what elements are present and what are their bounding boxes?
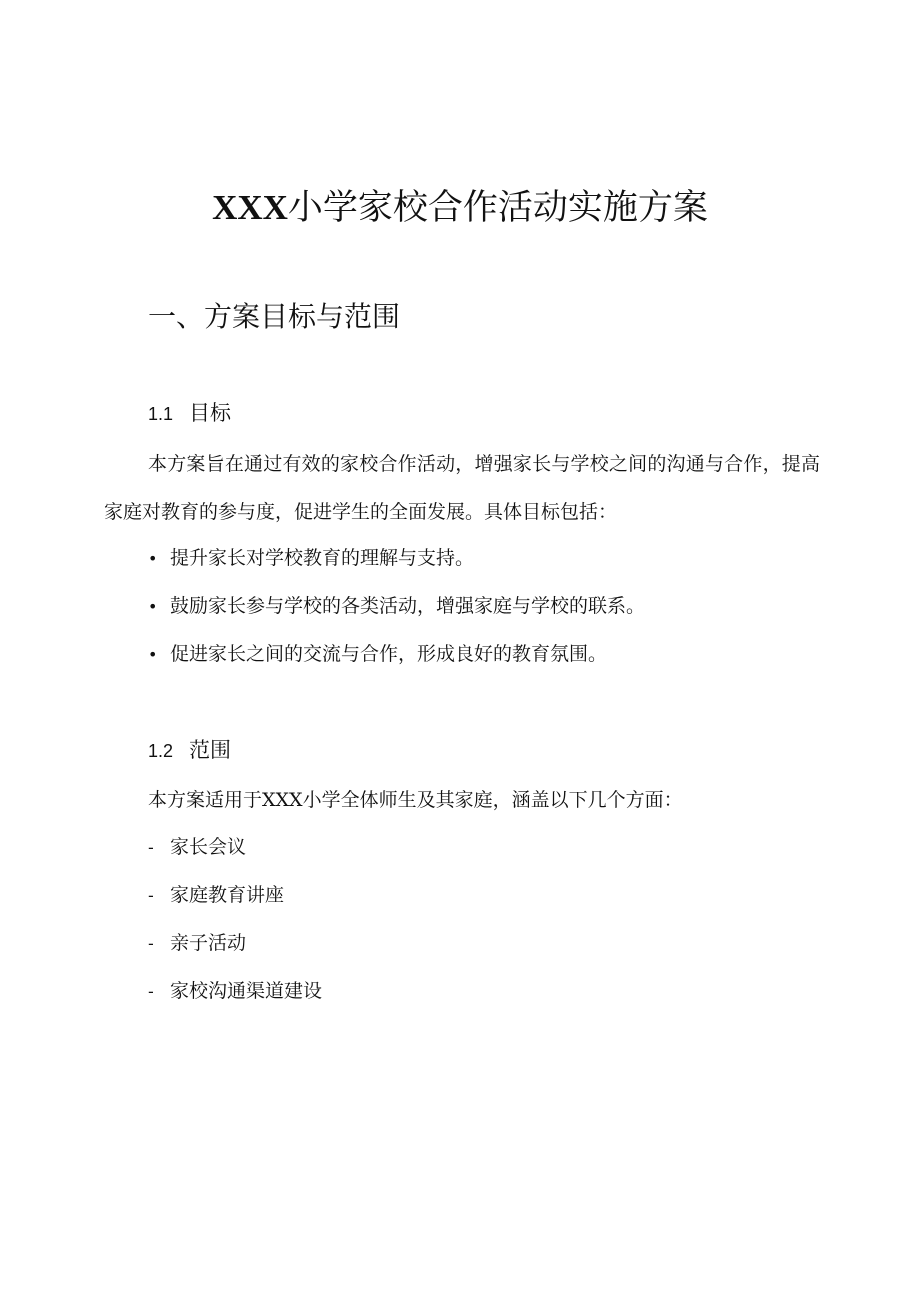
title-latin-part: XXX (212, 188, 288, 227)
subheading-scope (148, 734, 231, 767)
bullet-text: 提升家长对学校教育的理解与支持。 (170, 547, 475, 569)
bullet-marker: • (148, 645, 158, 664)
subheading-goal-title: 目标 (189, 401, 232, 425)
list-item (148, 823, 322, 871)
subheading-goal-number: 1.1 (148, 404, 174, 424)
bullet-marker: • (148, 549, 158, 568)
dash-item-text: 家校沟通渠道建设 (170, 980, 323, 1002)
goal-bullet-list (148, 534, 645, 678)
list-item (148, 534, 645, 582)
subheading-goal (148, 397, 231, 430)
list-item (148, 967, 322, 1015)
list-item (148, 630, 645, 678)
section-heading-goals-scope: 一、方案目标与范围 (148, 300, 401, 333)
dash-item-text: 家长会议 (170, 836, 247, 858)
title-chinese-part: 小学家校合作活动实施方案 (287, 188, 708, 228)
scope-paragraph: 本方案适用于XXX小学全体师生及其家庭，涵盖以下几个方面： (148, 789, 683, 811)
bullet-text: 鼓励家长参与学校的各类活动，增强家庭与学校的联系。 (170, 595, 646, 617)
dash-marker: - (148, 934, 154, 953)
dash-marker: - (148, 982, 154, 1001)
dash-item-text: 亲子活动 (170, 932, 247, 954)
scope-dash-list (148, 823, 322, 1015)
goal-paragraph: 本方案旨在通过有效的家校合作活动，增强家长与学校之间的沟通与合作，提高家庭对教育的参与度，促进学生的全面发展。具体目标包括： (104, 453, 820, 523)
dash-marker: - (148, 886, 154, 905)
dash-item-text: 家庭教育讲座 (170, 884, 285, 906)
dash-marker: - (148, 838, 154, 857)
document-title (0, 183, 920, 233)
list-item (148, 919, 322, 967)
list-item (148, 871, 322, 919)
list-item (148, 582, 645, 630)
subheading-scope-title: 范围 (189, 738, 232, 762)
bullet-text: 促进家长之间的交流与合作，形成良好的教育氛围。 (170, 643, 608, 665)
subheading-scope-number: 1.2 (148, 741, 174, 761)
bullet-marker: • (148, 597, 158, 616)
